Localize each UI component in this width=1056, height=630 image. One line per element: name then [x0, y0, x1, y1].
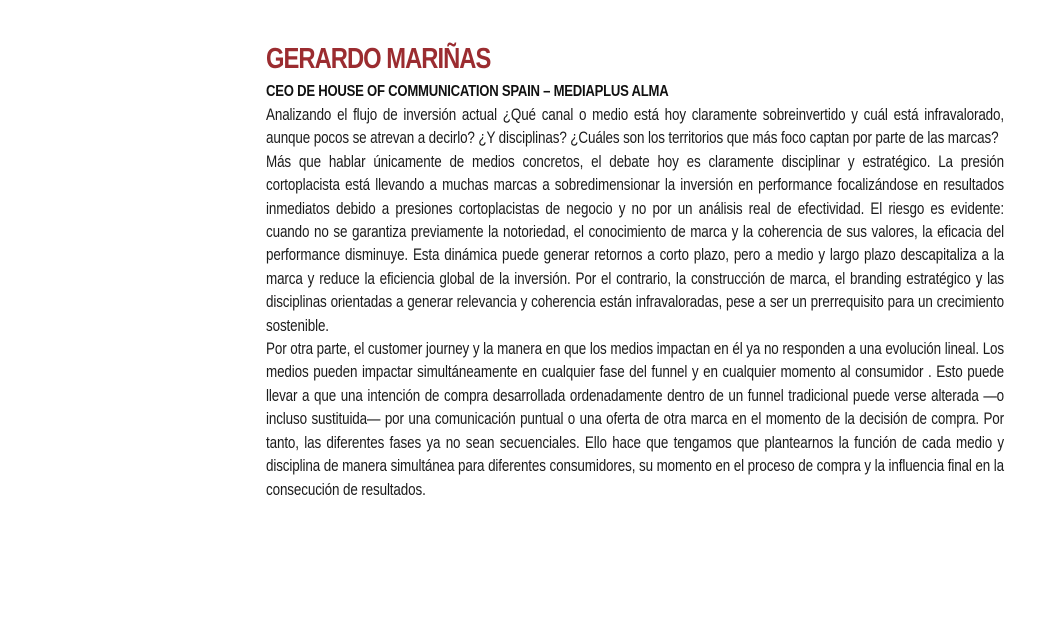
answer-paragraph-2: Por otra parte, el customer journey y la manera en que los medios impactan en él ya no responden a una evolución lineal. Los medios pueden impactar simultáneamente en cualquier fase del funnel y en cualquier momento al consumidor . Esto puede llevar a que una intención de compra desarrollada ordenadamente dentro de un funnel tradicional puede verse alterada —o incluso sustituida— por una comunicación puntual o una oferta de otra marca en el momento de la decisión de compra. Por tanto, las diferentes fases ya no sean secuenciales. Ello hace que tengamos que plantearnos la función de cada medio y disciplina de manera simultánea para diferentes consumidores, su momento en el proceso de compra y la influencia final en la consecución de resultados.: [266, 340, 1004, 499]
article-body: [266, 104, 1004, 502]
answer-paragraph-1: Más que hablar únicamente de medios concretos, el debate hoy es claramente disciplinar y estratégico. La presión cortoplacista está llevando a muchas marcas a sobredimensionar la inversión en performance focalizándose en resultados inmediatos debido a presiones cortoplacistas de negocio y no por un análisis real de efectividad. El riesgo es evidente: cuando no se garantiza previamente la notoriedad, el conocimiento de marca y la coherencia de sus valores, la eficacia del performance disminuye. Esta dinámica puede generar retornos a corto plazo, pero a medio y largo plazo descapitaliza a la marca y reduce la eficiencia global de la inversión. Por el contrario, la construcción de marca, el branding estratégico y las disciplinas orientadas a generar relevancia y coherencia están infravaloradas, pese a ser un prerrequisito para un crecimiento sostenible.: [266, 152, 1004, 335]
question-paragraph: Analizando el flujo de inversión actual ¿Qué canal o medio está hoy claramente sobreinvertido y cuál está infravalorado, aunque pocos se atrevan a decirlo? ¿Y disciplinas? ¿Cuáles son los territorios que más foco captan por parte de las marcas?: [266, 106, 1004, 148]
interviewee-name: GERARDO MARIÑAS: [266, 43, 491, 75]
interview-article: [266, 42, 1004, 502]
interviewee-role: CEO DE HOUSE OF COMMUNICATION SPAIN – MEDIAPLUS ALMA: [266, 83, 669, 100]
